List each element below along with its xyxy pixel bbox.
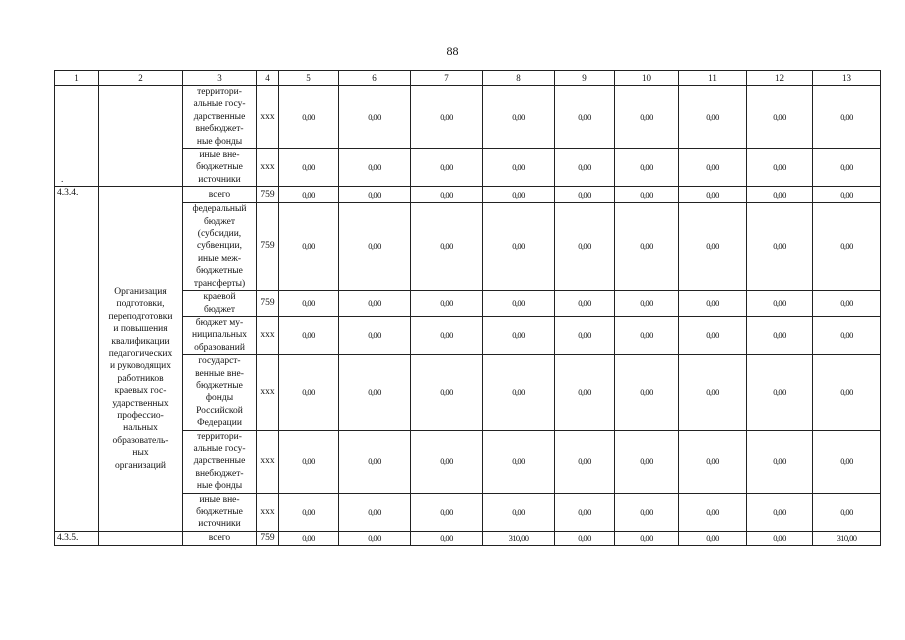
value-cell: 0,00 [555,203,615,291]
budget-code: xxx [257,355,279,430]
value-cell: 0,00 [747,355,813,430]
value-cell: 0,00 [615,86,679,149]
value-cell: 0,00 [813,187,881,203]
value-cell: 0,00 [813,493,881,531]
value-cell: 0,00 [615,203,679,291]
value-cell: 0,00 [339,430,411,493]
value-cell: 0,00 [679,187,747,203]
value-cell: 0,00 [339,531,411,545]
value-cell: 0,00 [747,203,813,291]
header-cell: 13 [813,71,881,86]
value-cell: 0,00 [483,149,555,187]
header-cell: 1 [55,71,99,86]
value-cell: 0,00 [679,203,747,291]
value-cell: 0,00 [279,531,339,545]
budget-table [54,70,881,546]
header-cell: 2 [99,71,183,86]
value-cell: 0,00 [679,86,747,149]
value-cell: 0,00 [747,86,813,149]
value-cell: 0,00 [679,149,747,187]
header-row [55,71,881,86]
item-code: 4.3.4. [55,187,99,532]
table-row [55,187,881,203]
value-cell: 0,00 [339,149,411,187]
header-cell: 4 [257,71,279,86]
funding-source: иные вне- бюджетные источники [183,149,257,187]
value-cell: 0,00 [555,149,615,187]
page-number: 88 [446,44,459,58]
value-cell: 0,00 [279,203,339,291]
budget-code: xxx [257,430,279,493]
budget-code: xxx [257,86,279,149]
header-cell: 8 [483,71,555,86]
item-code: . [55,86,99,187]
value-cell: 310,00 [813,531,881,545]
value-cell: 0,00 [411,430,483,493]
table-row [55,86,881,149]
value-cell: 0,00 [615,493,679,531]
value-cell: 0,00 [411,531,483,545]
value-cell: 0,00 [339,355,411,430]
value-cell: 0,00 [679,531,747,545]
value-cell: 0,00 [411,291,483,317]
header-cell: 9 [555,71,615,86]
value-cell: 0,00 [483,86,555,149]
value-cell: 0,00 [411,187,483,203]
budget-code: xxx [257,149,279,187]
budget-code: 759 [257,187,279,203]
value-cell: 0,00 [747,531,813,545]
item-name [99,531,183,545]
value-cell: 0,00 [615,149,679,187]
value-cell: 0,00 [279,493,339,531]
value-cell: 0,00 [679,316,747,354]
value-cell: 0,00 [747,291,813,317]
funding-source: всего [183,531,257,545]
value-cell: 310,00 [483,531,555,545]
budget-code: xxx [257,316,279,354]
funding-source: территори- альные госу- дарственные внебюджет- ные фонды [183,430,257,493]
value-cell: 0,00 [679,493,747,531]
value-cell: 0,00 [813,291,881,317]
value-cell: 0,00 [279,291,339,317]
value-cell: 0,00 [411,86,483,149]
value-cell: 0,00 [615,430,679,493]
value-cell: 0,00 [679,355,747,430]
value-cell: 0,00 [555,86,615,149]
value-cell: 0,00 [339,493,411,531]
value-cell: 0,00 [615,316,679,354]
value-cell: 0,00 [411,355,483,430]
value-cell: 0,00 [411,149,483,187]
value-cell: 0,00 [679,291,747,317]
header-cell: 3 [183,71,257,86]
value-cell: 0,00 [279,187,339,203]
value-cell: 0,00 [747,149,813,187]
value-cell: 0,00 [483,493,555,531]
value-cell: 0,00 [483,291,555,317]
value-cell: 0,00 [555,355,615,430]
value-cell: 0,00 [747,430,813,493]
value-cell: 0,00 [813,149,881,187]
value-cell: 0,00 [555,430,615,493]
value-cell: 0,00 [339,187,411,203]
funding-source: государст- венные вне- бюджетные фонды Российской Федерации [183,355,257,430]
value-cell: 0,00 [483,203,555,291]
budget-code: 759 [257,203,279,291]
value-cell: 0,00 [483,430,555,493]
funding-source: краевой бюджет [183,291,257,317]
item-name: Организация подготовки, переподготовки и повышения квалификации педагогических и руководящих работников краевых гос- ударственных профессио- нальных образователь- ных организаций [99,187,183,532]
value-cell: 0,00 [747,493,813,531]
value-cell: 0,00 [615,355,679,430]
funding-source: бюджет му- ниципальных образований [183,316,257,354]
value-cell: 0,00 [339,203,411,291]
value-cell: 0,00 [279,316,339,354]
value-cell: 0,00 [339,316,411,354]
value-cell: 0,00 [279,86,339,149]
header-cell: 11 [679,71,747,86]
value-cell: 0,00 [615,291,679,317]
value-cell: 0,00 [555,531,615,545]
value-cell: 0,00 [555,291,615,317]
value-cell: 0,00 [483,187,555,203]
funding-source: иные вне- бюджетные источники [183,493,257,531]
value-cell: 0,00 [747,187,813,203]
value-cell: 0,00 [747,316,813,354]
value-cell: 0,00 [813,203,881,291]
value-cell: 0,00 [813,355,881,430]
value-cell: 0,00 [813,86,881,149]
value-cell: 0,00 [813,316,881,354]
value-cell: 0,00 [339,291,411,317]
value-cell: 0,00 [615,187,679,203]
value-cell: 0,00 [483,316,555,354]
item-name [99,86,183,187]
header-cell: 5 [279,71,339,86]
value-cell: 0,00 [279,149,339,187]
header-cell: 7 [411,71,483,86]
value-cell: 0,00 [279,430,339,493]
header-cell: 6 [339,71,411,86]
value-cell: 0,00 [679,430,747,493]
value-cell: 0,00 [411,203,483,291]
funding-source: территори- альные госу- дарственные внебюджет- ные фонды [183,86,257,149]
budget-code: 759 [257,291,279,317]
funding-source: всего [183,187,257,203]
table-row [55,531,881,545]
value-cell: 0,00 [813,430,881,493]
value-cell: 0,00 [483,355,555,430]
budget-code: xxx [257,493,279,531]
header-cell: 12 [747,71,813,86]
item-code: 4.3.5. [55,531,99,545]
funding-source: федеральный бюджет (субсидии, субвенции, иные меж- бюджетные трансферты) [183,203,257,291]
budget-code: 759 [257,531,279,545]
value-cell: 0,00 [555,493,615,531]
value-cell: 0,00 [411,493,483,531]
header-cell: 10 [615,71,679,86]
value-cell: 0,00 [279,355,339,430]
value-cell: 0,00 [555,316,615,354]
value-cell: 0,00 [555,187,615,203]
value-cell: 0,00 [411,316,483,354]
value-cell: 0,00 [339,86,411,149]
value-cell: 0,00 [615,531,679,545]
